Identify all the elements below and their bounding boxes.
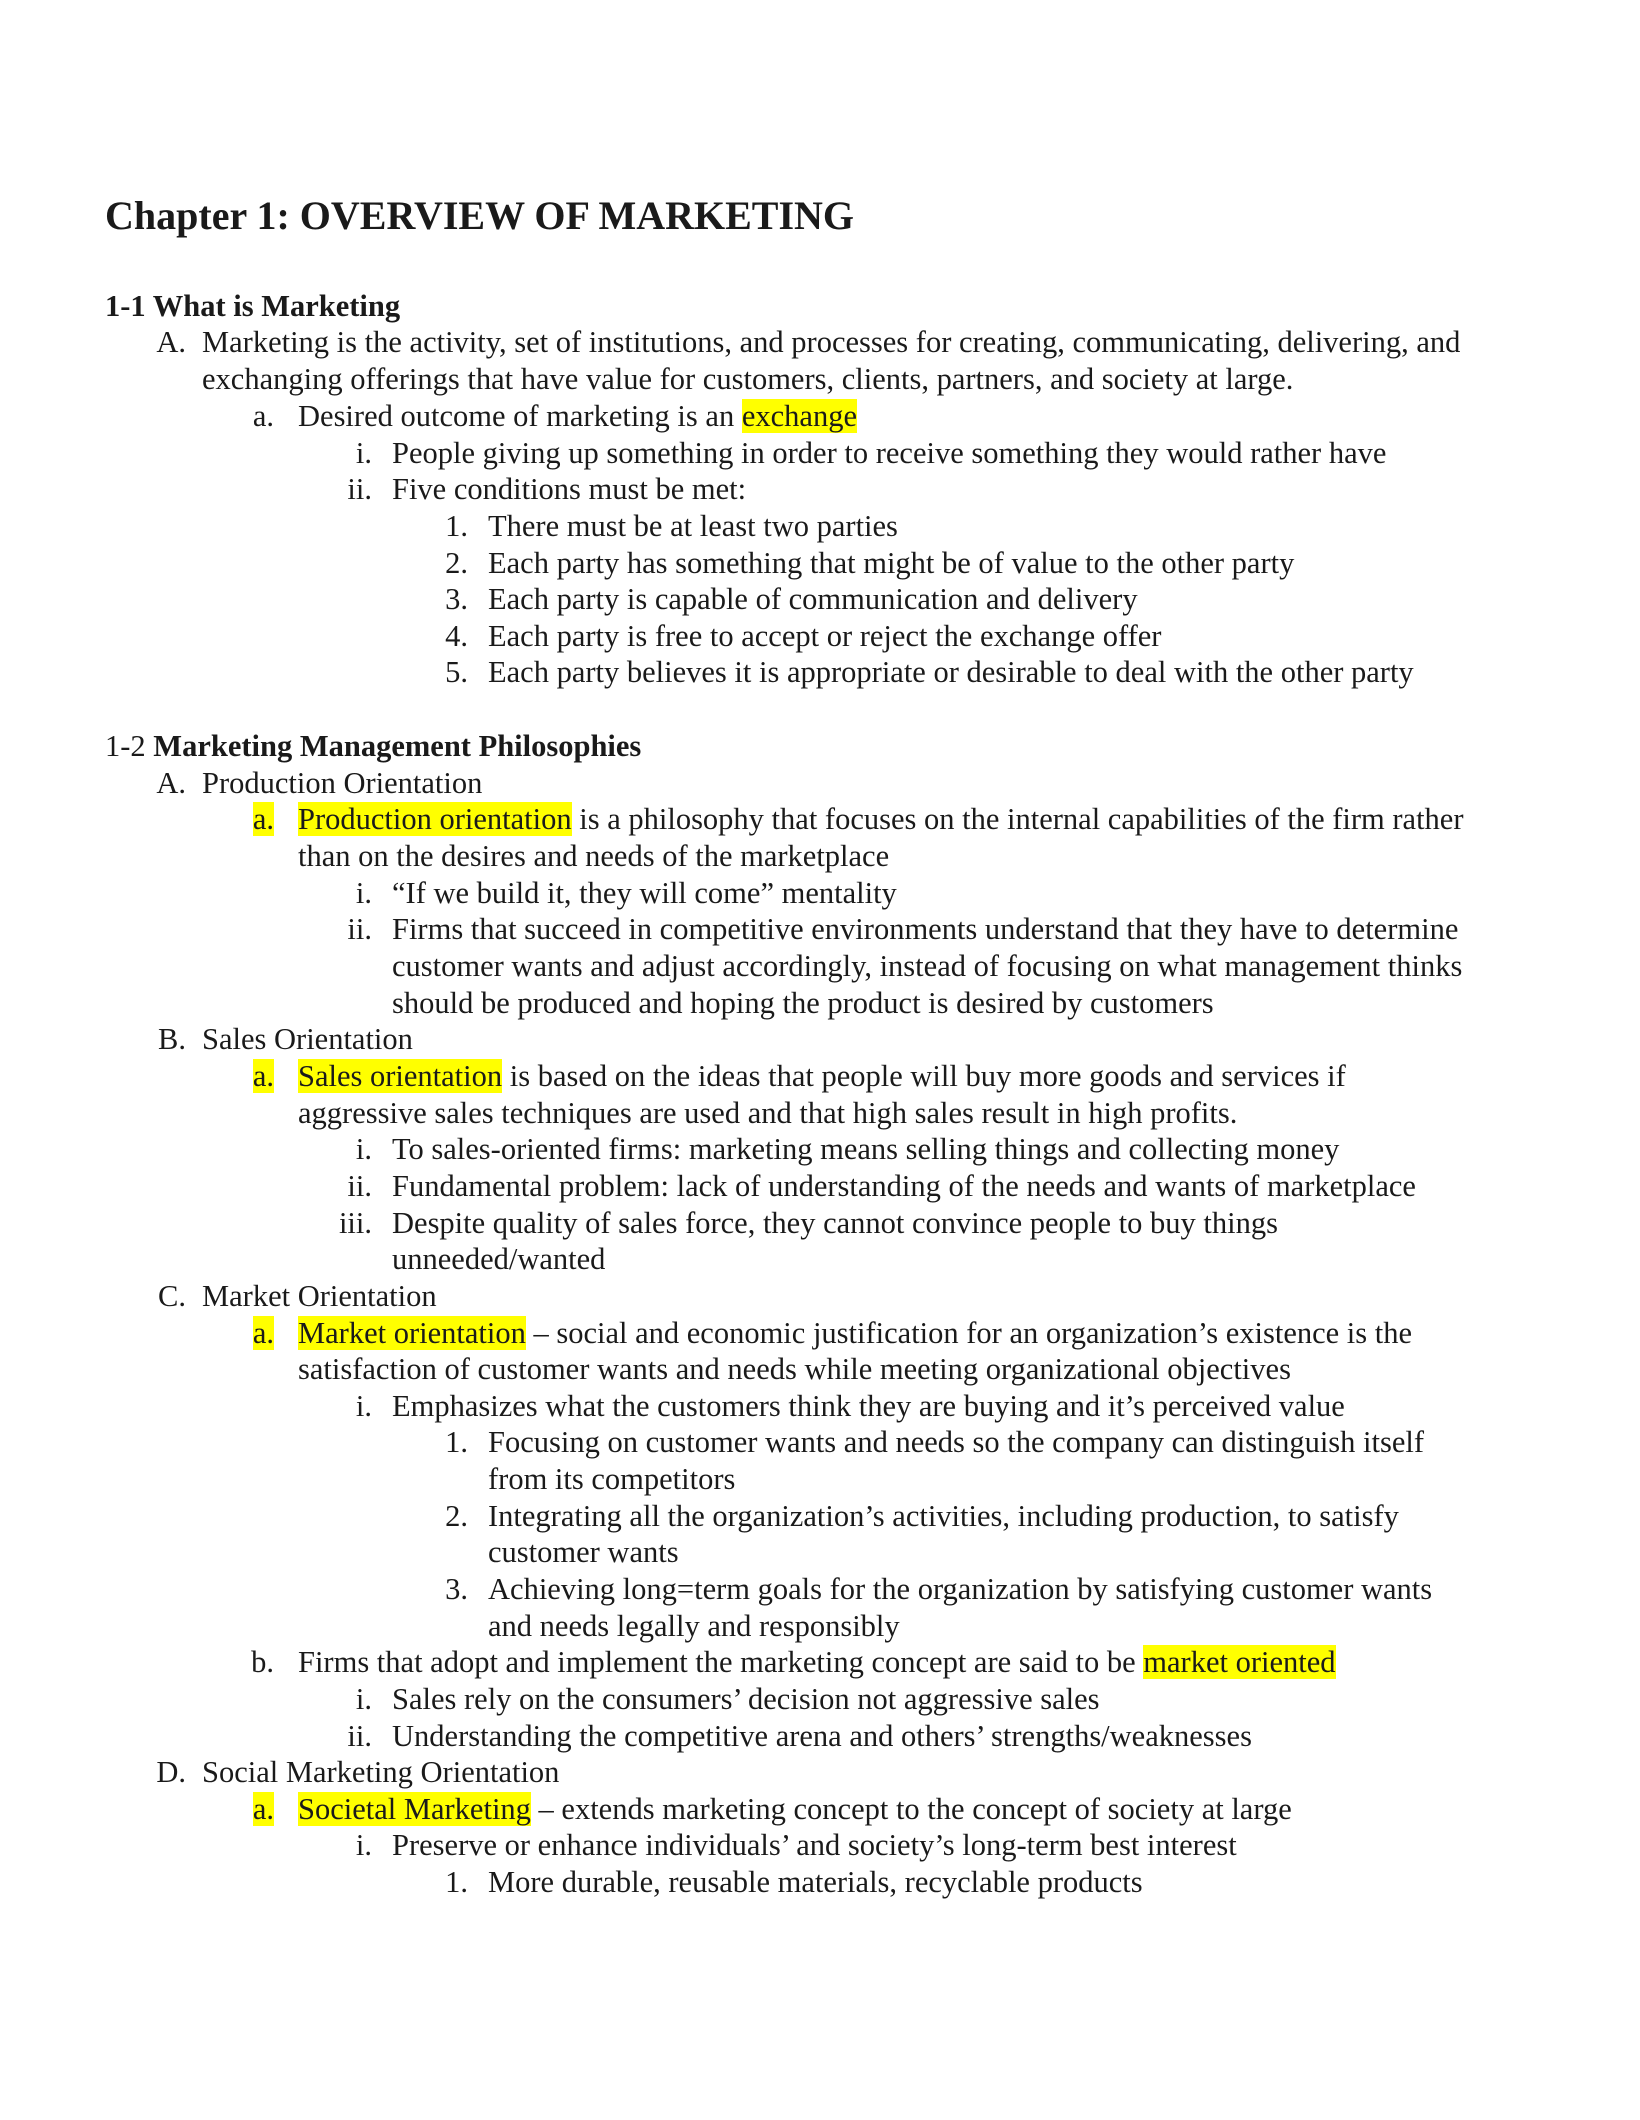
subsection-label: Sales Orientation (202, 1022, 413, 1056)
list-marker: i. (355, 876, 372, 910)
list-item (298, 1057, 1346, 1095)
list-marker: A. (156, 766, 186, 800)
list-item: Emphasizes what the customers think they are buying and it’s perceived value (392, 1389, 1345, 1423)
highlighted-term: Market orientation (298, 1316, 526, 1350)
list-marker: ii. (347, 912, 372, 946)
list-marker: ii. (347, 1169, 372, 1203)
highlighted-term: Production orientation (298, 802, 572, 836)
list-item: Understanding the competitive arena and others’ strengths/weaknesses (392, 1719, 1252, 1753)
list-item: Integrating all the organization’s activities, including production, to satisfy (488, 1499, 1399, 1533)
list-marker: 1. (445, 509, 468, 543)
continuation-line: should be produced and hoping the product is desired by customers (392, 986, 1214, 1020)
highlighted-term: market oriented (1143, 1645, 1336, 1679)
list-marker: 1. (445, 1865, 468, 1899)
list-item: People giving up something in order to receive something they would rather have (392, 436, 1387, 470)
highlighted-term: exchange (741, 399, 857, 433)
list-item: “If we build it, they will come” mentality (392, 876, 897, 910)
subsection-label: Social Marketing Orientation (202, 1755, 560, 1789)
item-text: Desired outcome of marketing is an (298, 399, 742, 433)
list-item (298, 800, 1463, 838)
list-marker: ii. (347, 472, 372, 506)
list-marker: a. (252, 802, 274, 836)
list-marker: 2. (445, 1499, 468, 1533)
list-item (298, 1643, 1336, 1681)
list-item: Preserve or enhance individuals’ and society’s long-term best interest (392, 1828, 1237, 1862)
list-item: Firms that succeed in competitive environments understand that they have to determine (392, 912, 1459, 946)
list-marker: D. (156, 1755, 186, 1789)
list-marker: a. (252, 1316, 274, 1350)
definition-line: Marketing is the activity, set of institutions, and processes for creating, communicating, delivering, and (202, 325, 1461, 359)
list-item (298, 397, 857, 435)
continuation-line: aggressive sales techniques are used and that high sales result in high profits. (298, 1096, 1238, 1130)
list-marker: 1. (445, 1425, 468, 1459)
list-item (298, 1314, 1412, 1352)
list-marker: i. (355, 1389, 372, 1423)
continuation-line: customer wants (488, 1535, 679, 1569)
list-marker: 4. (445, 619, 468, 653)
list-marker: i. (355, 1682, 372, 1716)
section-title: Marketing Management Philosophies (153, 729, 642, 763)
list-item: Each party is capable of communication and delivery (488, 582, 1138, 616)
list-item: Fundamental problem: lack of understanding of the needs and wants of marketplace (392, 1169, 1416, 1203)
list-marker: 2. (445, 546, 468, 580)
item-text: – social and economic justification for an organization’s existence is the (525, 1316, 1413, 1350)
continuation-line: from its competitors (488, 1462, 736, 1496)
chapter-title: Chapter 1: OVERVIEW OF MARKETING (105, 193, 855, 238)
section-heading-1-1: 1-1 What is Marketing (105, 289, 401, 323)
continuation-line: than on the desires and needs of the marketplace (298, 839, 890, 873)
list-item: There must be at least two parties (488, 509, 898, 543)
list-marker: b. (251, 1645, 274, 1679)
list-item: Achieving long=term goals for the organization by satisfying customer wants (488, 1572, 1433, 1606)
list-item: Focusing on customer wants and needs so the company can distinguish itself (488, 1425, 1425, 1459)
list-item: More durable, reusable materials, recyclable products (488, 1865, 1143, 1899)
highlighted-term: Societal Marketing (298, 1792, 531, 1826)
subsection-label: Market Orientation (202, 1279, 437, 1313)
list-marker: 5. (445, 655, 468, 689)
subsection-label: Production Orientation (202, 766, 483, 800)
list-marker: 3. (445, 1572, 468, 1606)
continuation-line: and needs legally and responsibly (488, 1609, 900, 1643)
list-item: Sales rely on the consumers’ decision not aggressive sales (392, 1682, 1100, 1716)
list-item: Despite quality of sales force, they cannot convince people to buy things (392, 1206, 1278, 1240)
list-marker: a. (252, 399, 274, 433)
list-marker: iii. (338, 1206, 372, 1240)
continuation-line: customer wants and adjust accordingly, instead of focusing on what management thinks (392, 949, 1463, 983)
definition-line: exchanging offerings that have value for customers, clients, partners, and society at large. (202, 362, 1294, 396)
list-marker: a. (252, 1059, 274, 1093)
item-text: – extends marketing concept to the concept of society at large (530, 1792, 1292, 1826)
list-marker: i. (355, 1132, 372, 1166)
section-heading-1-2 (105, 727, 641, 765)
section-number: 1-2 (105, 729, 154, 763)
list-item: Five conditions must be met: (392, 472, 747, 506)
continuation-line: satisfaction of customer wants and needs while meeting organizational objectives (298, 1352, 1291, 1386)
list-marker: B. (158, 1022, 186, 1056)
list-marker: i. (355, 1828, 372, 1862)
list-marker: a. (252, 1792, 274, 1826)
highlighted-term: Sales orientation (298, 1059, 503, 1093)
list-item: Each party has something that might be of value to the other party (488, 546, 1295, 580)
list-item: To sales-oriented firms: marketing means selling things and collecting money (392, 1132, 1340, 1166)
list-marker: C. (158, 1279, 186, 1313)
list-item (298, 1790, 1292, 1828)
item-text: is a philosophy that focuses on the internal capabilities of the firm rather (571, 802, 1464, 836)
continuation-line: unneeded/wanted (392, 1242, 606, 1276)
list-item: Each party is free to accept or reject the exchange offer (488, 619, 1162, 653)
list-item: Each party believes it is appropriate or desirable to deal with the other party (488, 655, 1414, 689)
list-marker: i. (355, 436, 372, 470)
item-text: Firms that adopt and implement the marketing concept are said to be (298, 1645, 1144, 1679)
list-marker: 3. (445, 582, 468, 616)
list-marker: A. (156, 325, 186, 359)
list-marker: ii. (347, 1719, 372, 1753)
item-text: is based on the ideas that people will buy more goods and services if (502, 1059, 1346, 1093)
